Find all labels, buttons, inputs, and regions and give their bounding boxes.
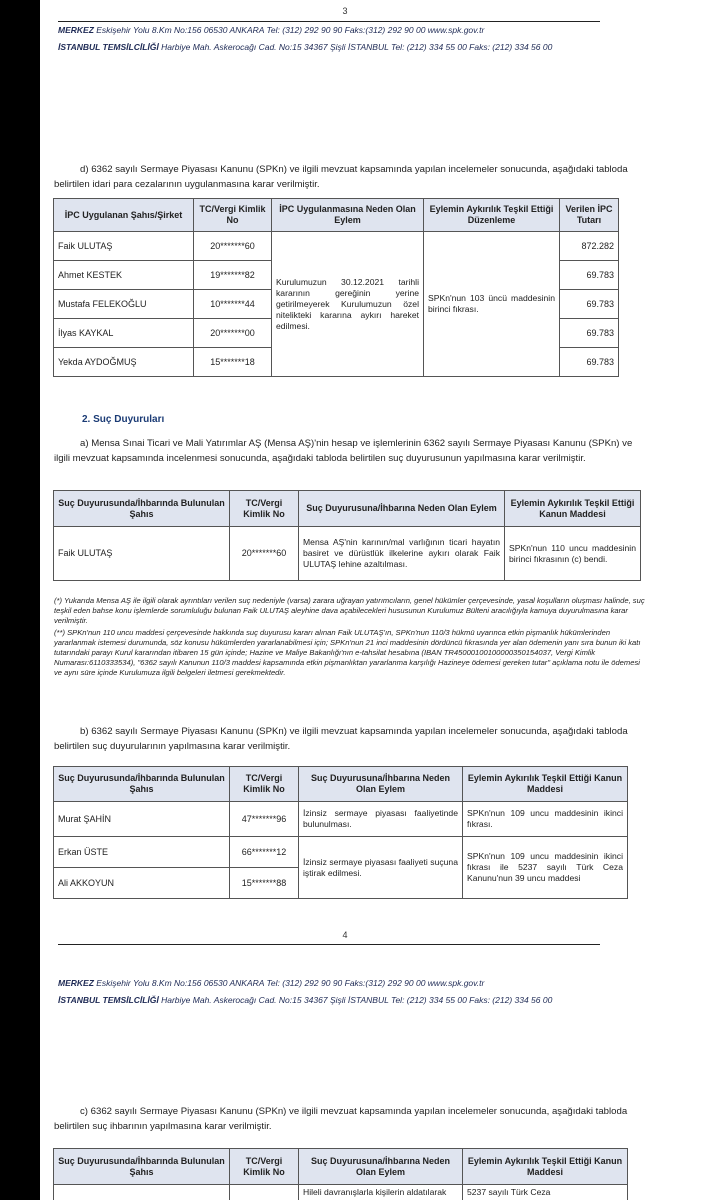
tax-id: 15*******88 — [230, 868, 299, 899]
column-header: Suç Duyurusuna/İhbarına Neden Olan Eylem — [299, 1149, 463, 1185]
column-header: Verilen İPC Tutarı — [560, 199, 619, 232]
table-row — [54, 1185, 628, 1200]
law-article: 5237 sayılı Türk Ceza — [463, 1185, 628, 1200]
column-header: TC/Vergi Kimlik No — [230, 491, 299, 527]
person-name: Yekda AYDOĞMUŞ — [54, 348, 194, 377]
column-header: Eylemin Aykırılık Teşkil Ettiği Kanun Maddesi — [463, 767, 628, 802]
header-rule — [58, 21, 600, 22]
ipc-amount: 69.783 — [560, 261, 619, 290]
column-header: TC/Vergi Kimlik No — [230, 1149, 299, 1185]
document-page-4 — [40, 956, 703, 1200]
column-header: TC/Vergi Kimlik No — [194, 199, 272, 232]
table-row — [54, 837, 628, 868]
table-row — [54, 232, 619, 261]
person-name: Faik ULUTAŞ — [54, 527, 230, 581]
table-row — [54, 527, 641, 581]
column-header: Eylemin Aykırılık Teşkil Ettiği Kanun Maddesi — [463, 1149, 628, 1185]
person-name: Erkan ÜSTE — [54, 837, 230, 868]
column-header: Suç Duyurusunda/İhbarında Bulunulan Şahıs — [54, 767, 230, 802]
tax-id: 20*******00 — [194, 319, 272, 348]
column-header: Suç Duyurusunda/İhbarında Bulunulan Şahıs — [54, 1149, 230, 1185]
column-header: Eylemin Aykırılık Teşkil Ettiği Kanun Maddesi — [505, 491, 641, 527]
person-name: Ahmet KESTEK — [54, 261, 194, 290]
ipc-table — [53, 198, 619, 377]
person-name: Ali AKKOYUN — [54, 868, 230, 899]
address-istanbul: İSTANBUL TEMSİLCİLİĞİ Harbiye Mah. Askerocağı Cad. No:15 34367 Şişli İSTANBUL Tel: (212) 334 55 00 Faks: (212) 334 56 00 — [58, 995, 553, 1005]
paragraph-b: b) 6362 sayılı Sermaye Piyasası Kanunu (SPKn) ve ilgili mevzuat kapsamında yapılan incelemeler sonucunda, aşağıdaki tabloda belirtilen suç duyurularının yapılmasına karar verilmiştir. — [54, 726, 628, 752]
law-article: SPKn'nun 109 uncu maddesinin ikinci fıkrası ile 5237 sayılı Türk Ceza Kanunu'nun 39 uncu maddesi — [463, 837, 628, 899]
paragraph-a: a) Mensa Sınai Ticari ve Mali Yatırımlar AŞ (Mensa AŞ)'nin hesap ve işlemlerinin 6362 sayılı Sermaye Piyasası Kanunu (SPKn) ve ilgili mevzuat kapsamında incelenmesi sonucunda, aşağıdaki tabloda belirtilen suç duyurusunun yapılmasına karar verilmiştir. — [54, 438, 633, 464]
column-header: TC/Vergi Kimlik No — [230, 767, 299, 802]
section-2-title: 2. Suç Duyuruları — [82, 414, 165, 425]
address-merkez: MERKEZ Eskişehir Yolu 8.Km No:156 06530 ANKARA Tel: (312) 292 90 90 Faks:(312) 292 90 00 www.spk.gov.tr — [58, 25, 485, 35]
person-name: Mustafa FELEKOĞLU — [54, 290, 194, 319]
person-name: Faik ULUTAŞ — [54, 232, 194, 261]
tax-id: 15*******18 — [194, 348, 272, 377]
tax-id: 66*******12 — [230, 837, 299, 868]
page-number-next: 4 — [342, 930, 348, 940]
table-c-header — [54, 1149, 628, 1185]
crime-action: Mensa AŞ'nin karının/mal varlığının ticari hayatın basiret ve dürüstlük ilkelerine aykırı olarak Faik ULUTAŞ lehine azaltılması. — [299, 527, 505, 581]
crime-report-table-a — [53, 490, 641, 581]
page-number: 3 — [342, 6, 348, 16]
ipc-table-header — [54, 199, 619, 232]
tax-id: 19*******82 — [194, 261, 272, 290]
person-name: İlyas KAYKAL — [54, 319, 194, 348]
column-header: İPC Uygulanmasına Neden Olan Eylem — [272, 199, 424, 232]
tax-id — [230, 1185, 299, 1200]
crime-report-table-c — [53, 1148, 628, 1200]
crime-action: İzinsiz sermaye piyasası faaliyetinde bulunulması. — [299, 802, 463, 837]
crime-action: İzinsiz sermaye piyasası faaliyeti suçuna iştirak edilmesi. — [299, 837, 463, 899]
tax-id: 20*******60 — [230, 527, 299, 581]
address-merkez: MERKEZ Eskişehir Yolu 8.Km No:156 06530 ANKARA Tel: (312) 292 90 90 Faks:(312) 292 90 00 www.spk.gov.tr — [58, 978, 485, 988]
column-header: Suç Duyurusuna/İhbarına Neden Olan Eylem — [299, 767, 463, 802]
document-page-3 — [40, 0, 703, 956]
footnote-2: (**) SPKn'nun 110 uncu maddesi çerçevesinde hakkında suç duyurusu kararı alınan Faik ULUTAŞ'ın, SPKn'nun 110/3 hükmü uyarınca etkin pişmanlık hükümlerinden yararlanmak istemesi durumunda, söz konusu hükümlerden yararlanabilmesi için; SPKn'nun 21 inci maddesinin dördüncü fıkrasında yer alan ödemenin yanı sıra bunun iki katı tutarındaki parayı Kurul kararından itibaren 15 gün içinde; Hazine ve Maliye Bakanlığı'nın e-tahsilat hesabına (IBAN TR450001001000003501540​37, Vergi Kimlik Numarası:6110333534), "6362 sayılı Kanunun 110/3 maddesi kapsamında etkin pişmanlıktan yararlanma karşılığı Hazineye ödemesi gereken tutar" açıklama notu ile ödemesi ve aynı süre içinde Kurulumuza ilgili belgeleri iletmesi gerekmektedir. — [54, 628, 641, 677]
paragraph-d: d) 6362 sayılı Sermaye Piyasası Kanunu (SPKn) ve ilgili mevzuat kapsamında yapılan incelemeler sonucunda, aşağıdaki tabloda belirtilen idari para cezalarının uygulanmasına karar verilmiştir. — [54, 164, 628, 190]
ipc-amount: 69.783 — [560, 290, 619, 319]
column-header: Suç Duyurusuna/İhbarına Neden Olan Eylem — [299, 491, 505, 527]
table-a-header — [54, 491, 641, 527]
column-header: İPC Uygulanan Şahıs/Şirket — [54, 199, 194, 232]
tax-id: 10*******44 — [194, 290, 272, 319]
ipc-action: Kurulumuzun 30.12.2021 tarihli kararının gereğinin yerine getirilmeyerek Kurulumuzun özel nitelikteki kararına aykırı hareket edilmesi. — [272, 232, 424, 377]
crime-report-table-b — [53, 766, 628, 899]
column-header: Suç Duyurusunda/İhbarında Bulunulan Şahıs — [54, 491, 230, 527]
tax-id: 47*******96 — [230, 802, 299, 837]
tax-id: 20*******60 — [194, 232, 272, 261]
paragraph-c: c) 6362 sayılı Sermaye Piyasası Kanunu (SPKn) ve ilgili mevzuat kapsamında yapılan incelemeler sonucunda, aşağıdaki tabloda belirtilen suç ihbarının yapılmasına karar verilmiştir. — [54, 1106, 628, 1132]
ipc-amount: 69.783 — [560, 348, 619, 377]
ipc-regulation: SPKn'nun 103 üncü maddesinin birinci fıkrası. — [424, 232, 560, 377]
law-article: SPKn'nun 110 uncu maddesinin birinci fıkrasının (c) bendi. — [505, 527, 641, 581]
ipc-amount: 872.282 — [560, 232, 619, 261]
ipc-amount: 69.783 — [560, 319, 619, 348]
person-name — [54, 1185, 230, 1200]
table-b-header — [54, 767, 628, 802]
header-rule — [58, 944, 600, 945]
footnote-1: (*) Yukarıda Mensa AŞ ile ilgili olarak ayrıntıları verilen suç nedeniyle (varsa) zarara uğrayan yatırımcıların, genel hükümler çerçevesinde, yasal koşulların oluşması halinde, suç teşkil eden bahse konu işlemlerde sorumluluğu bulunan Faik ULUTAŞ aleyhine dava açabilecekleri hususunun Kurulumuz Bülteni aracılığıyla kamuya duyurulmasına karar verilmiştir. — [54, 596, 645, 625]
person-name: Murat ŞAHİN — [54, 802, 230, 837]
column-header: Eylemin Aykırılık Teşkil Ettiği Düzenleme — [424, 199, 560, 232]
crime-action: Hileli davranışlarla kişilerin aldatılarak — [299, 1185, 463, 1200]
law-article: SPKn'nun 109 uncu maddesinin ikinci fıkrası. — [463, 802, 628, 837]
address-istanbul: İSTANBUL TEMSİLCİLİĞİ Harbiye Mah. Askerocağı Cad. No:15 34367 Şişli İSTANBUL Tel: (212) 334 55 00 Faks: (212) 334 56 00 — [58, 42, 553, 52]
table-row — [54, 802, 628, 837]
